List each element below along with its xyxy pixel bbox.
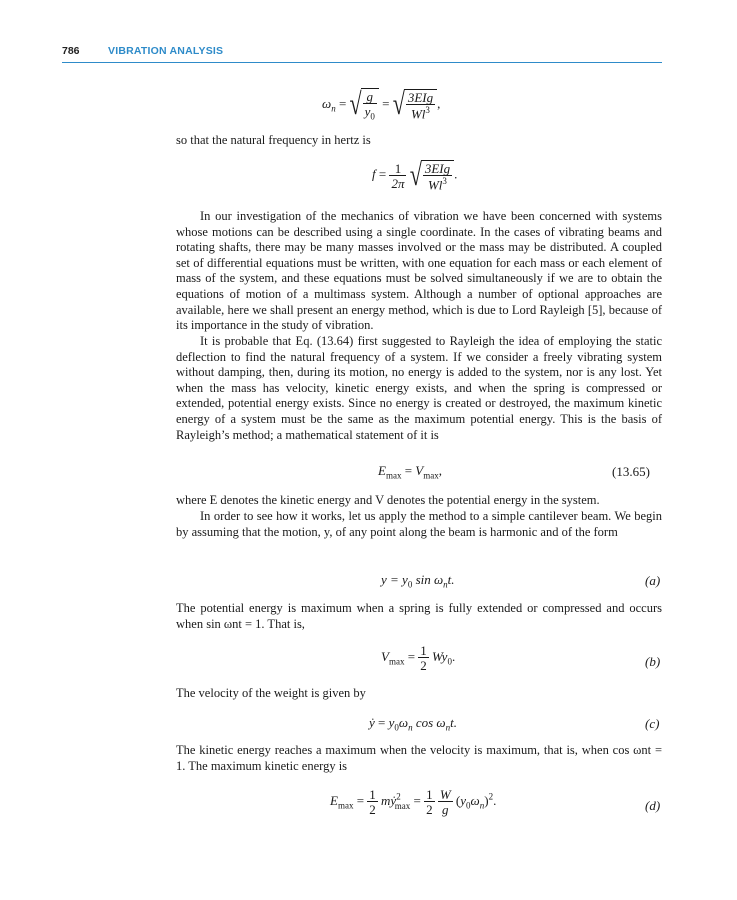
paragraph-5: In order to see how it works, let us apply the method to a simple cantilever beam. We begin by assuming that the motion, y, of any point along the beam is harmonic and of the form [176, 509, 662, 539]
equation-label-b: (b) [645, 654, 661, 669]
equation-label-a: (a) [645, 573, 661, 588]
paragraph-6: The potential energy is maximum when a spring is fully extended or compressed and occurs when sin ωnt = 1. That is, [176, 601, 662, 631]
equation-a: $y = y_0$ $\sin \omega_nt$. [381, 572, 455, 590]
equation-frequency: f = $\frac{1}{2\pi}$ √ $\frac{\text{3EIg}}{Wl^3}$ . [372, 156, 458, 193]
page-header [62, 45, 662, 63]
paragraph-3: It is probable that Eq. (13.64) first suggested to Rayleigh the idea of employing the static deflection to find the natural frequency of a system. If we consider a freely vibrating system without damping, then, during its motion, no energy is added to the system, nor is any lost. Yet when the mass has velocity, kinetic energy exists, and when the spring is compressed or extended, potential energy exists. Since no energy is created or destroyed, the maximum kinetic energy of a system must be the same as the maximum potential energy. This is the basis of Rayleigh’s method; a mathematical statement of it is [176, 334, 662, 442]
equation-omega-n: $\omega_n$ = √ $\frac{g}{y_0}$ = √ $\frac{\text{3EIg}}{Wl^3}$ , [322, 85, 441, 122]
paragraph-7: The velocity of the weight is given by [176, 686, 366, 700]
page-number: 786 [62, 45, 80, 57]
equation-b: $V_{max}$ = $\frac{1}{2}$ $Wy_0$. [381, 643, 456, 673]
equation-13-65: $E_{max} = V_{max}$, [378, 463, 442, 481]
paragraph-1: so that the natural frequency in hertz is [176, 133, 371, 147]
paragraph-4: where E denotes the kinetic energy and V denotes the potential energy in the system. [176, 493, 600, 507]
equation-c: ẏ = $y_0\omega_n$ $\cos \omega_nt$. [369, 715, 457, 733]
equation-label-d: (d) [645, 798, 661, 813]
equation-label-c: (c) [645, 716, 660, 731]
equation-label-13-65: (13.65) [612, 464, 650, 479]
header-rule [62, 62, 662, 63]
running-head: VIBRATION ANALYSIS [108, 45, 224, 57]
equation-d: $E_{max}$ = $\frac{1}{2}$ mẏ$^2_{max}$ = $\frac{1}{2}$ $\frac{W}{g}$ $(y_0\omega_n)^2$. [330, 787, 497, 817]
paragraph-8: The kinetic energy reaches a maximum when the velocity is maximum, that is, when cos ωnt = 1. The maximum kinetic energy is [176, 743, 662, 773]
paragraph-2: In our investigation of the mechanics of vibration we have been concerned with systems whose motions can be described using a single coordinate. In the cases of vibrating beams and rotating shafts, there may be many masses involved or the mass may be distributed. A coupled set of differential equations must be written, with one equation for each mass or each element of mass of the system, and these equations must be solved simultaneously if we are to obtain the equations of motion of a multimass system. Although a number of optional approaches are available, here we shall present an energy method, which is due to Lord Rayleigh [5], because of its importance in the study of vibration. [176, 209, 662, 333]
